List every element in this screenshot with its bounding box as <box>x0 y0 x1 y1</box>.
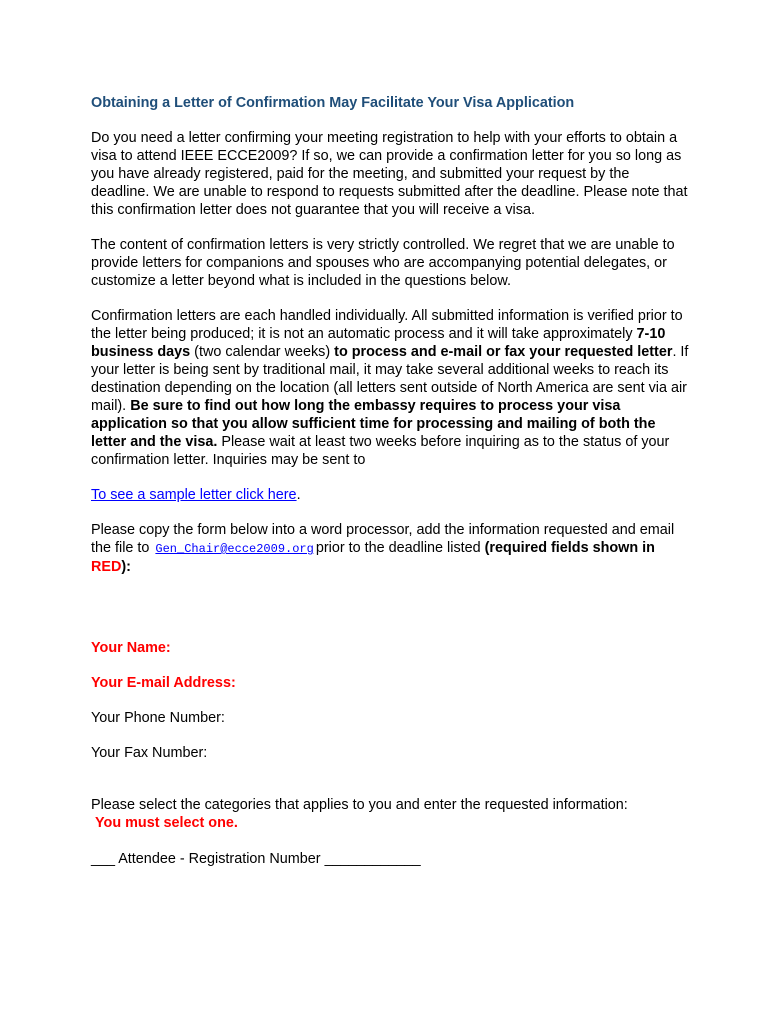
spacer <box>91 593 691 639</box>
required-note-1: (required fields shown in <box>484 540 655 556</box>
business-days-text: 7-10 business days <box>91 326 666 360</box>
processing-paragraph <box>91 307 691 469</box>
document-page <box>91 94 691 868</box>
page-title: Obtaining a Letter of Confirmation May Facilitate Your Visa Application <box>91 95 575 111</box>
content-control-paragraph: The content of confirmation letters is very strictly controlled. We regret that we are unable to provide letters for companions and spouses who are accompanying potential delegates, or customize a letter beyond what is included in the questions below. <box>91 237 675 289</box>
sample-letter-period: . <box>296 487 301 503</box>
processing-text-4: Please wait at least two weeks before inquiring as to the status of your confirmation letter. Inquiries may be sent to <box>91 434 670 468</box>
sample-letter-link[interactable]: To see a sample letter click here <box>91 487 297 503</box>
required-red-word: RED <box>91 559 122 575</box>
instructions-text-2: prior to the deadline listed <box>315 540 485 556</box>
embassy-warning-text: Be sure to find out how long the embassy requires to process your visa application so that you allow sufficient time for processing and mailing of both the letter and the visa. <box>91 398 656 450</box>
email-link[interactable]: Gen_Chair@ecce2009.org <box>155 542 314 556</box>
phone-field-label: Your Phone Number: <box>91 710 225 726</box>
fax-field-label: Your Fax Number: <box>91 745 208 761</box>
sample-letter-line <box>91 486 691 504</box>
email-field-label: Your E-mail Address: <box>91 675 236 691</box>
categories-instruction: Please select the categories that applies to you and enter the requested information: <box>91 797 628 813</box>
instructions-paragraph <box>91 521 691 576</box>
instructions-text-1: Please copy the form below into a word processor, add the information requested and email the file to <box>91 522 675 556</box>
processing-text-1: Confirmation letters are each handled individually. All submitted information is verified prior to the letter being produced; it is not an automatic process and it will take approximately <box>91 308 683 342</box>
processing-text-2: (two calendar weeks) <box>190 344 335 360</box>
intro-paragraph: Do you need a letter confirming your meeting registration to help with your efforts to obtain a visa to attend IEEE ECCE2009? If so, we can provide a confirmation letter for you so long as you have already registered, paid for the meeting, and submitted your request by the deadline. We are unable to respond to requests submitted after the deadline. Please note that this confirmation letter does not guarantee that you will receive a visa. <box>91 130 688 218</box>
attendee-option: ___ Attendee - Registration Number ____________ <box>91 851 421 867</box>
processing-text-3: . If your letter is being sent by traditional mail, it may take several additional weeks to reach its destination depending on the location (all letters sent outside of North America are sent via air mail). <box>91 344 689 414</box>
process-letter-text: to process and e-mail or fax your requested letter <box>334 344 673 360</box>
spacer <box>91 779 691 796</box>
required-note-2: ): <box>121 559 131 575</box>
must-select-note: You must select one. <box>95 815 238 831</box>
spacer <box>91 832 691 850</box>
name-field-label: Your Name: <box>91 640 171 656</box>
